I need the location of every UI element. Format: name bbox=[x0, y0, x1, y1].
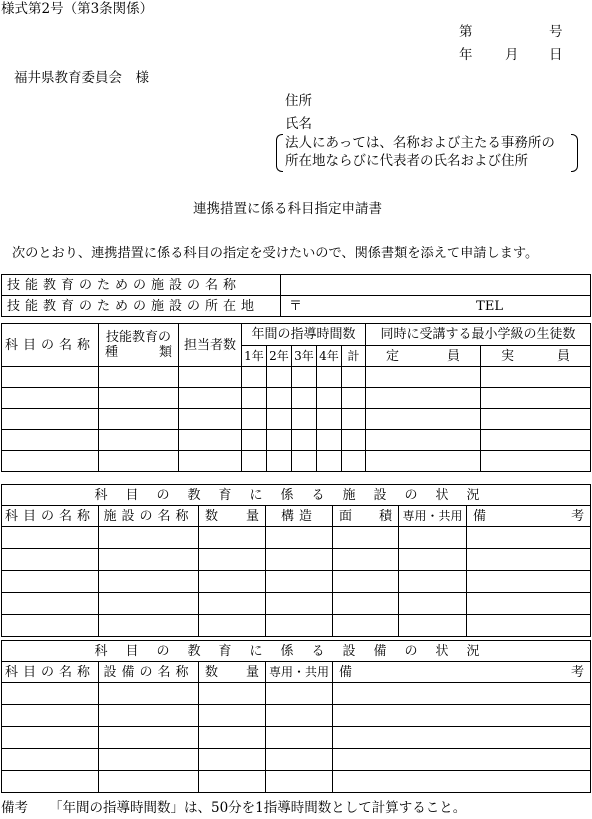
header-actual-char-1: 実 bbox=[501, 348, 515, 364]
cell[interactable] bbox=[481, 409, 591, 430]
facility-notes-char-1: 備 bbox=[473, 508, 487, 524]
header-skill-type-char-1: 種 bbox=[105, 345, 119, 360]
cell[interactable] bbox=[99, 430, 179, 451]
facility-row bbox=[2, 571, 591, 593]
cell[interactable] bbox=[317, 367, 342, 388]
cell[interactable] bbox=[366, 451, 481, 472]
cell[interactable] bbox=[266, 593, 333, 615]
cell[interactable] bbox=[333, 749, 591, 771]
cell[interactable] bbox=[266, 749, 333, 771]
postal-mark: 〒 bbox=[289, 298, 303, 314]
cell[interactable] bbox=[467, 549, 591, 571]
cell[interactable] bbox=[399, 593, 467, 615]
header-skill-type bbox=[99, 324, 179, 367]
cell[interactable] bbox=[199, 527, 266, 549]
equipment-header-notes bbox=[333, 662, 591, 683]
cell[interactable] bbox=[2, 549, 99, 571]
cell[interactable] bbox=[333, 527, 399, 549]
header-year-3: 3年 bbox=[292, 346, 317, 367]
cell[interactable] bbox=[467, 571, 591, 593]
cell[interactable] bbox=[179, 430, 242, 451]
cell[interactable] bbox=[2, 409, 99, 430]
cell[interactable] bbox=[2, 367, 99, 388]
cell[interactable] bbox=[2, 749, 99, 771]
cell[interactable] bbox=[266, 683, 333, 705]
form-number: 様式第2号（第3条関係） bbox=[1, 1, 154, 17]
addressee: 福井県教育委員会 様 bbox=[14, 70, 149, 86]
equipment-row bbox=[2, 705, 591, 727]
cell[interactable] bbox=[2, 705, 99, 727]
cell[interactable] bbox=[399, 615, 467, 637]
cell[interactable] bbox=[2, 527, 99, 549]
cell[interactable] bbox=[333, 705, 591, 727]
cell[interactable] bbox=[266, 571, 333, 593]
equipment-quantity-char-2: 量 bbox=[245, 664, 259, 680]
equipment-quantity-char-1: 数 bbox=[205, 664, 219, 680]
equipment-header-subject: 科目の名称 bbox=[2, 662, 99, 683]
document-number-prefix: 第 bbox=[459, 24, 473, 40]
facility-header-name: 施設の名称 bbox=[99, 506, 199, 527]
equipment-row bbox=[2, 771, 591, 793]
header-student-count: 同時に受講する最小学級の生徒数 bbox=[366, 324, 591, 346]
cell[interactable] bbox=[179, 409, 242, 430]
cell[interactable] bbox=[199, 549, 266, 571]
cell[interactable] bbox=[99, 409, 179, 430]
cell[interactable] bbox=[366, 388, 481, 409]
header-year-1: 1年 bbox=[242, 346, 267, 367]
facility-quantity-char-1: 数 bbox=[205, 508, 219, 524]
header-year-2: 2年 bbox=[267, 346, 292, 367]
cell[interactable] bbox=[99, 571, 199, 593]
document-title: 連携措置に係る科目指定申請書 bbox=[193, 201, 382, 217]
cell[interactable] bbox=[99, 749, 199, 771]
cell[interactable] bbox=[242, 367, 267, 388]
cell[interactable] bbox=[333, 727, 591, 749]
facility-address-field[interactable] bbox=[281, 296, 591, 317]
subject-row bbox=[2, 388, 591, 409]
subject-row bbox=[2, 409, 591, 430]
cell[interactable] bbox=[267, 451, 292, 472]
cell[interactable] bbox=[333, 615, 399, 637]
equipment-row bbox=[2, 683, 591, 705]
header-person-count: 担当者数 bbox=[179, 324, 242, 367]
cell[interactable] bbox=[317, 451, 342, 472]
cell[interactable] bbox=[481, 367, 591, 388]
header-skill-type-char-2: 類 bbox=[158, 345, 172, 360]
facility-notes-char-2: 考 bbox=[571, 508, 585, 524]
cell[interactable] bbox=[467, 527, 591, 549]
cell[interactable] bbox=[99, 527, 199, 549]
cell[interactable] bbox=[342, 367, 366, 388]
cell[interactable] bbox=[99, 451, 179, 472]
equipment-row bbox=[2, 749, 591, 771]
footer-label: 備考 bbox=[1, 800, 28, 816]
address-label: 住所 bbox=[285, 93, 312, 109]
equipment-notes-char-1: 備 bbox=[339, 664, 353, 680]
cell[interactable] bbox=[199, 571, 266, 593]
cell[interactable] bbox=[267, 367, 292, 388]
cell[interactable] bbox=[333, 593, 399, 615]
left-bracket bbox=[276, 134, 283, 172]
cell[interactable] bbox=[99, 388, 179, 409]
header-capacity-char-2: 員 bbox=[447, 348, 461, 364]
cell[interactable] bbox=[399, 571, 467, 593]
facility-header-quantity bbox=[199, 506, 266, 527]
cell[interactable] bbox=[2, 615, 99, 637]
facility-row bbox=[2, 615, 591, 637]
cell[interactable] bbox=[242, 409, 267, 430]
cell[interactable] bbox=[342, 388, 366, 409]
cell[interactable] bbox=[2, 388, 99, 409]
cell[interactable] bbox=[2, 593, 99, 615]
footer-note: 「年間の指導時間数」は、50分を1指導時間数として計算すること。 bbox=[49, 800, 467, 816]
subject-row bbox=[2, 451, 591, 472]
cell[interactable] bbox=[292, 451, 317, 472]
subject-row bbox=[2, 367, 591, 388]
cell[interactable] bbox=[2, 683, 99, 705]
cell[interactable] bbox=[366, 367, 481, 388]
cell[interactable] bbox=[317, 430, 342, 451]
equipment-header-usage: 専用・共用 bbox=[266, 662, 333, 683]
facility-header-usage: 専用・共用 bbox=[399, 506, 467, 527]
cell[interactable] bbox=[179, 451, 242, 472]
cell[interactable] bbox=[317, 409, 342, 430]
header-year-total: 計 bbox=[342, 346, 366, 367]
corporation-note-line-2: 所在地ならびに代表者の氏名および住所 bbox=[285, 153, 528, 169]
header-skill-type-line-1: 技能教育の bbox=[105, 330, 171, 345]
cell[interactable] bbox=[199, 593, 266, 615]
cell[interactable] bbox=[267, 388, 292, 409]
cell[interactable] bbox=[99, 367, 179, 388]
cell[interactable] bbox=[333, 549, 399, 571]
date-year: 年 bbox=[459, 47, 473, 63]
header-actual-char-2: 員 bbox=[557, 348, 571, 364]
subject-row bbox=[2, 430, 591, 451]
cell[interactable] bbox=[342, 430, 366, 451]
cell[interactable] bbox=[267, 430, 292, 451]
header-actual bbox=[481, 346, 591, 367]
date-day: 日 bbox=[549, 47, 563, 63]
cell[interactable] bbox=[292, 409, 317, 430]
cell[interactable] bbox=[199, 771, 266, 793]
cell[interactable] bbox=[99, 683, 199, 705]
cell[interactable] bbox=[292, 430, 317, 451]
cell[interactable] bbox=[2, 451, 99, 472]
facility-row bbox=[2, 593, 591, 615]
header-annual-hours: 年間の指導時間数 bbox=[242, 324, 366, 346]
equipment-header-name: 設備の名称 bbox=[99, 662, 199, 683]
cell[interactable] bbox=[366, 430, 481, 451]
cell[interactable] bbox=[342, 451, 366, 472]
cell[interactable] bbox=[99, 615, 199, 637]
cell[interactable] bbox=[2, 727, 99, 749]
cell[interactable] bbox=[99, 771, 199, 793]
cell[interactable] bbox=[481, 430, 591, 451]
header-capacity-char-1: 定 bbox=[386, 348, 400, 364]
cell[interactable] bbox=[467, 615, 591, 637]
tel-label: TEL bbox=[476, 298, 503, 314]
cell[interactable] bbox=[333, 571, 399, 593]
cell[interactable] bbox=[199, 727, 266, 749]
cell[interactable] bbox=[267, 409, 292, 430]
equipment-status-title: 科目の教育に係る設備の状況 bbox=[2, 641, 591, 662]
equipment-row bbox=[2, 727, 591, 749]
cell[interactable] bbox=[292, 388, 317, 409]
cell[interactable] bbox=[99, 727, 199, 749]
cell[interactable] bbox=[399, 527, 467, 549]
cell[interactable] bbox=[242, 451, 267, 472]
cell[interactable] bbox=[199, 683, 266, 705]
facility-status-table bbox=[1, 484, 591, 637]
cell[interactable] bbox=[2, 571, 99, 593]
cell[interactable] bbox=[199, 705, 266, 727]
cell[interactable] bbox=[179, 388, 242, 409]
cell[interactable] bbox=[481, 451, 591, 472]
equipment-notes-char-2: 考 bbox=[571, 664, 585, 680]
header-subject-name: 科目の名称 bbox=[2, 324, 99, 367]
name-label: 氏名 bbox=[285, 116, 312, 132]
facility-row bbox=[2, 549, 591, 571]
facility-address-label: 技能教育のための施設の所在地 bbox=[2, 296, 281, 317]
cell[interactable] bbox=[266, 727, 333, 749]
cell[interactable] bbox=[366, 409, 481, 430]
cell[interactable] bbox=[266, 705, 333, 727]
cell[interactable] bbox=[266, 771, 333, 793]
cell[interactable] bbox=[333, 683, 591, 705]
cell[interactable] bbox=[99, 593, 199, 615]
intro-text: 次のとおり、連携措置に係る科目の指定を受けたいので、関係書類を添えて申請します。 bbox=[12, 246, 539, 261]
facility-row bbox=[2, 527, 591, 549]
facility-area-char-1: 面 bbox=[339, 508, 353, 524]
cell[interactable] bbox=[333, 771, 591, 793]
date-month: 月 bbox=[505, 47, 519, 63]
facility-header-notes bbox=[467, 506, 591, 527]
cell[interactable] bbox=[266, 549, 333, 571]
cell[interactable] bbox=[99, 549, 199, 571]
cell[interactable] bbox=[242, 388, 267, 409]
header-year-4: 4年 bbox=[317, 346, 342, 367]
facility-quantity-char-2: 量 bbox=[245, 508, 259, 524]
facility-name-label: 技能教育のための施設の名称 bbox=[2, 275, 281, 296]
cell[interactable] bbox=[2, 771, 99, 793]
cell[interactable] bbox=[179, 367, 242, 388]
cell[interactable] bbox=[199, 615, 266, 637]
cell[interactable] bbox=[99, 705, 199, 727]
facility-status-title: 科目の教育に係る施設の状況 bbox=[2, 485, 591, 506]
cell[interactable] bbox=[342, 409, 366, 430]
cell[interactable] bbox=[481, 388, 591, 409]
cell[interactable] bbox=[317, 388, 342, 409]
equipment-status-table bbox=[1, 640, 591, 793]
cell[interactable] bbox=[467, 593, 591, 615]
cell[interactable] bbox=[292, 367, 317, 388]
cell[interactable] bbox=[199, 749, 266, 771]
cell[interactable] bbox=[242, 430, 267, 451]
facility-header-area bbox=[333, 506, 399, 527]
cell[interactable] bbox=[399, 549, 467, 571]
equipment-header-quantity bbox=[199, 662, 266, 683]
facility-name-field[interactable] bbox=[281, 275, 591, 296]
document-number-suffix: 号 bbox=[549, 24, 563, 40]
facility-area-char-2: 積 bbox=[378, 508, 392, 524]
facility-header-subject: 科目の名称 bbox=[2, 506, 99, 527]
cell[interactable] bbox=[266, 615, 333, 637]
header-capacity bbox=[366, 346, 481, 367]
facility-header-structure: 構造 bbox=[266, 506, 333, 527]
corporation-note-line-1: 法人にあっては、名称および主たる事務所の bbox=[285, 135, 555, 151]
cell[interactable] bbox=[266, 527, 333, 549]
cell[interactable] bbox=[2, 430, 99, 451]
subjects-table bbox=[1, 323, 591, 472]
facility-info-table bbox=[1, 274, 591, 317]
right-bracket bbox=[571, 134, 578, 172]
